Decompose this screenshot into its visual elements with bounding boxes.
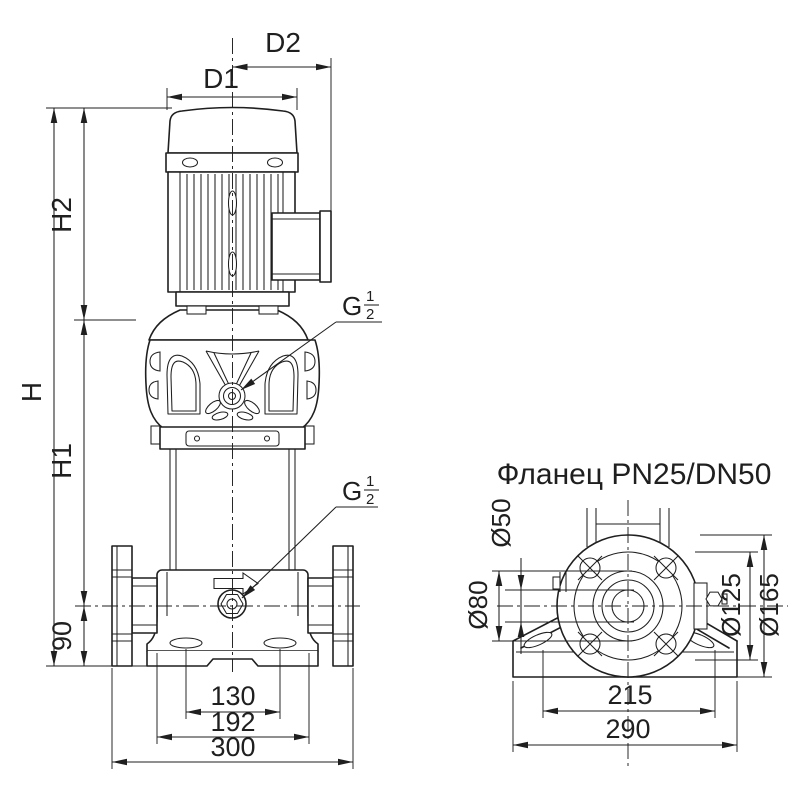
dim-label-192: 192 — [210, 707, 256, 737]
plate-hole-right — [268, 158, 283, 167]
dim-label-d1: D1 — [203, 63, 239, 94]
dim-label-d125: Ø125 — [716, 573, 746, 637]
dim-label-130: 130 — [210, 681, 256, 711]
dim-label-d2: D2 — [265, 27, 301, 58]
vent-port-letter: G — [342, 291, 363, 321]
drain-port-numerator: 1 — [366, 473, 375, 490]
dim-label-90: 90 — [47, 620, 77, 652]
dim-label-h1: H1 — [46, 443, 77, 479]
drain-port-plug — [218, 590, 246, 618]
base-slot-left — [170, 638, 202, 648]
terminal-box — [272, 211, 331, 282]
terminal-box-cover — [320, 211, 331, 282]
motor — [166, 108, 298, 315]
dim-label-215: 215 — [607, 680, 653, 710]
vent-port-denominator: 2 — [366, 306, 375, 323]
foot-slot-left — [522, 629, 553, 650]
motor-foot-right — [259, 306, 278, 314]
flange-view — [463, 458, 788, 770]
drain-port-denominator: 2 — [366, 491, 375, 508]
lantern-trapezoid — [149, 310, 308, 340]
dim-label-d165: Ø165 — [754, 573, 784, 637]
dim-label-d50: Ø50 — [486, 498, 516, 548]
dim-label-h2: H2 — [46, 197, 77, 233]
front-view — [16, 27, 382, 769]
vent-port-boss — [219, 383, 245, 409]
drain-port-letter: G — [342, 476, 363, 506]
dim-label-290: 290 — [605, 714, 651, 744]
dim-label-h: H — [16, 381, 47, 403]
motor-foot-left — [187, 306, 206, 314]
vent-port-numerator: 1 — [366, 288, 375, 305]
flange-view-title: Фланец PN25/DN50 — [496, 458, 772, 491]
base-slot-right — [264, 638, 296, 648]
plate-hole-left — [183, 158, 198, 167]
dim-label-d80: Ø80 — [463, 580, 493, 630]
dim-label-300: 300 — [210, 732, 256, 762]
